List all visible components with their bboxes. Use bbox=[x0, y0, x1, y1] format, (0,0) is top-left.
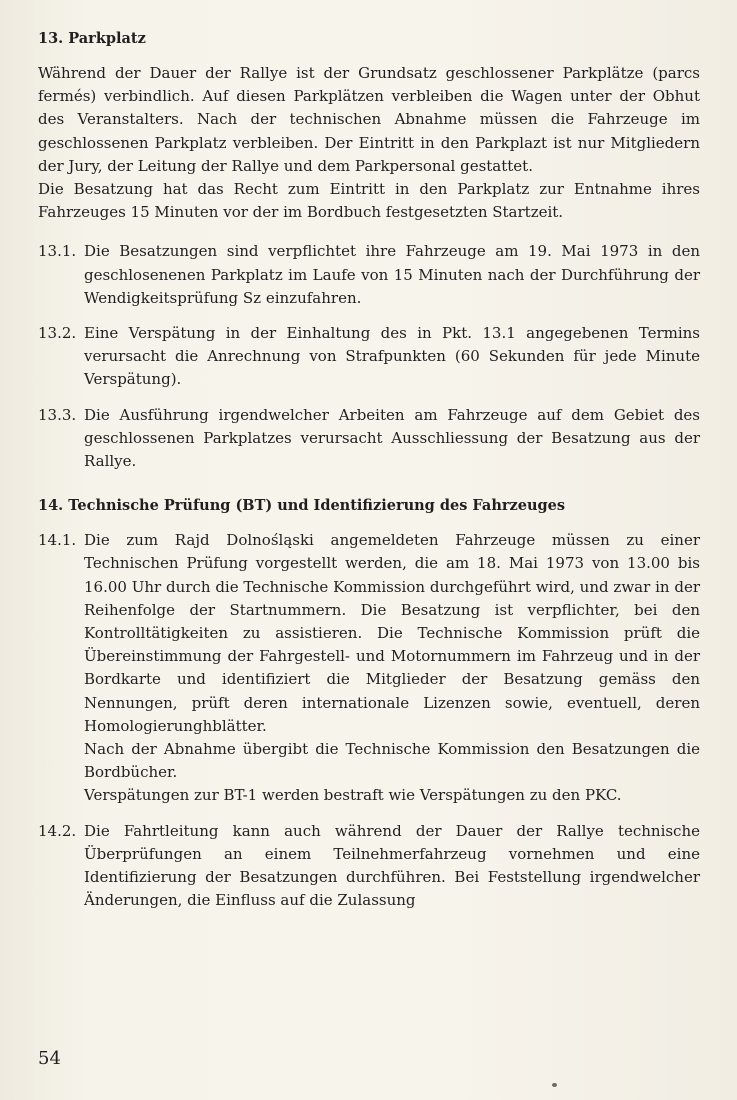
item-text: Verspätungen zur BT-1 werden bestraft wie Verspätungen zu den PKC. bbox=[84, 786, 622, 805]
item-14-2 bbox=[38, 820, 700, 913]
page-content bbox=[38, 28, 700, 925]
item-text: Nach der Abnahme übergibt die Technische Kommission den Besatzungen die Bordbücher. bbox=[84, 740, 700, 782]
item-text: Die Fahrtleitung kann auch während der Dauer der Rallye technische Überprüfungen an einem Teilnehmerfahrzeug vornehmen und eine Identifizierung der Besatzungen durchführen. Bei Feststellung irgendwelcher Änderungen, die Einfluss auf die Zulassung bbox=[84, 821, 700, 910]
section-13-intro-2: Die Besatzung hat das Recht zum Eintritt in den Parkplatz zur Entnahme ihres Fahrzeuges 15 Minuten vor der im Bordbuch festgesetzten Startzeit. bbox=[38, 180, 700, 222]
section-13-intro-1: Während der Dauer der Rallye ist der Grundsatz geschlossener Parkplätze (parcs fermés) verbindlich. Auf diesen Parkplätzen verbleiben die Wagen unter der Obhut des Veranstalters. Nach der technischen Abnahme müssen die Fahrzeuge im geschlossenen Parkplatz verbleiben. Der Eintritt in den Parkplazt ist nur Mitgliedern der Jury, der Leitung der Rallye und dem Parkpersonal gestattet. bbox=[38, 64, 700, 175]
print-speck bbox=[552, 1083, 557, 1087]
item-text: Eine Verspätung in der Einhaltung des in Pkt. 13.1 angegebenen Termins verursacht die Anrechnung von Strafpunkten (60 Sekunden für jede Minute Verspätung). bbox=[84, 324, 700, 389]
item-13-2 bbox=[38, 322, 700, 392]
item-number: 14.2. bbox=[38, 821, 77, 840]
item-number: 13.3. bbox=[38, 405, 77, 424]
section-13-heading: 13. Parkplatz bbox=[38, 30, 146, 47]
section-14-heading: 14. Technische Prüfung (BT) und Identifizierung des Fahrzeuges bbox=[38, 497, 566, 515]
item-text: Die Ausführung irgendwelcher Arbeiten am Fahrzeuge auf dem Gebiet des geschlossenen Parkplatzes verursacht Ausschliessung der Besatzung aus der Rallye. bbox=[84, 405, 700, 471]
item-text: Die Besatzungen sind verpflichtet ihre Fahrzeuge am 19. Mai 1973 in den geschlosenenen Parkplatz im Laufe von 15 Minuten nach der Durchführung der Wendigkeitsprüfung Sz einzufahren. bbox=[84, 242, 700, 307]
item-number: 14.1. bbox=[38, 531, 77, 550]
item-14-1 bbox=[38, 529, 700, 807]
item-text: Die zum Rajd Dolnośląski angemeldeten Fahrzeuge müssen zu einer Technischen Prüfung vorgestellt werden, die am 18. Mai 1973 von 13.00 bis 16.00 Uhr durch die Technische Kommission durchgeführt wird, und zwar in der Reihenfolge der Startnummern. Die Besatzung ist verpflichter, bei den Kontrolltätigkeiten zu assistieren. Die Technische Kommission prüft die Übereinstimmung der Fahrgestell- und Motornummern im Fahrzeug und in der Bordkarte und identifiziert die Mitglieder der Besatzung gemäss den Nennungen, prüft deren internationale Lizenzen sowie, eventuell, deren Homologierunghblätter. bbox=[84, 531, 700, 735]
item-number: 13.2. bbox=[38, 324, 77, 343]
item-number: 13.1. bbox=[38, 242, 77, 261]
item-13-3 bbox=[38, 404, 700, 474]
page-number: 54 bbox=[38, 1048, 61, 1069]
item-13-1 bbox=[38, 240, 700, 310]
